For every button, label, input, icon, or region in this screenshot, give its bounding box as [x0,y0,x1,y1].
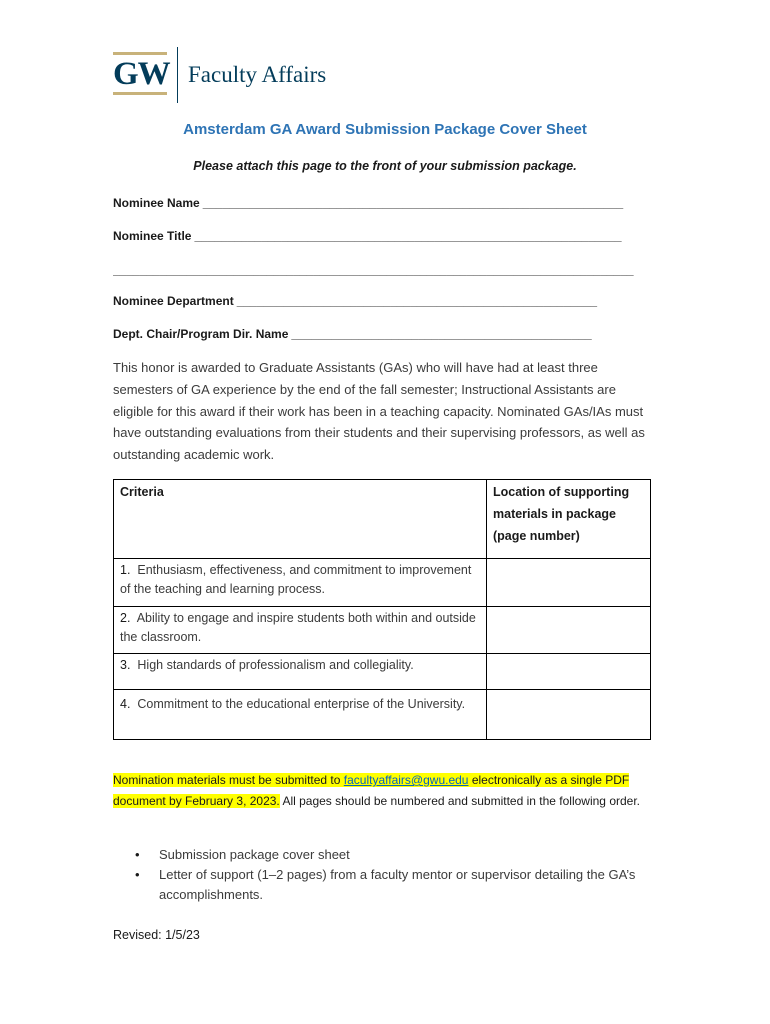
submission-text-part2: electronically as a single PDF document by February 3, 2023. [113,773,630,808]
logo-bottom-bar [113,92,167,95]
dept-chair-field[interactable] [113,326,653,342]
nominee-title-continuation-line[interactable] [113,262,653,278]
criteria-number: 4. [120,697,131,711]
criteria-header-row [114,480,651,559]
location-cell[interactable] [487,690,651,740]
gw-faculty-affairs-logo [113,48,326,102]
criteria-cell [114,654,487,690]
award-description: This honor is awarded to Graduate Assistants (GAs) who will have had at least three semesters of GA experience by the end of the fall semester; Instructional Assistants are eligible for this award if their work has been in a teaching capacity. Nominated GAs/IAs must have outstanding evaluations from their students and their supervising professors, as well as outstanding academic work. [113,360,645,463]
criteria-number: 3. [120,658,131,672]
location-cell[interactable] [487,607,651,654]
location-cell[interactable] [487,654,651,690]
revised-date: Revised: 1/5/23 [113,928,200,942]
nominee-department-field[interactable] [113,293,653,309]
criteria-text: Ability to engage and inspire students both within and outside the classroom. [120,611,476,644]
table-row [114,559,651,607]
nominee-name-line[interactable]: _______________________________________________________________ [202,196,624,210]
criteria-number: 2. [120,611,131,625]
dept-chair-label: Dept. Chair/Program Dir. Name [113,327,289,341]
location-cell[interactable] [487,559,651,607]
dept-chair-line[interactable]: _____________________________________________ [291,327,592,341]
nominee-title-line[interactable]: ________________________________________________________________ [194,229,622,243]
nominee-name-field[interactable] [113,195,653,211]
criteria-header-cell [114,480,487,559]
criteria-text: Commitment to the educational enterprise of the University. [137,697,466,711]
location-header: Location of supporting materials in package (page number) [493,485,630,543]
criteria-number: 1. [120,563,131,577]
faculty-affairs-email-link[interactable]: facultyaffairs@gwu.edu [343,773,469,787]
nominee-title-label: Nominee Title [113,229,192,243]
bullet-icon: • [135,847,140,862]
list-item-text: Letter of support (1–2 pages) from a faculty mentor or supervisor detailing the GA’s accomplishments. [159,867,636,902]
submission-instructions [113,770,658,812]
nominee-department-label: Nominee Department [113,294,234,308]
list-item [113,865,658,905]
criteria-cell [114,607,487,654]
logo-top-bar [113,52,167,55]
list-item-text: Submission package cover sheet [159,847,350,862]
criteria-cell [114,690,487,740]
nominee-title-field[interactable] [113,228,653,244]
list-item [113,845,658,865]
nominee-department-line[interactable]: ______________________________________________________ [236,294,598,308]
blank-line[interactable]: ______________________________________________________________________________ [113,263,634,277]
criteria-cell [114,559,487,607]
table-row [114,690,651,740]
logo-text: Faculty Affairs [188,62,327,87]
criteria-text: High standards of professionalism and collegiality. [137,658,414,672]
logo-divider [177,47,178,103]
document-subtitle: Please attach this page to the front of your submission package. [193,159,577,173]
submission-text-part3: All pages should be numbered and submitted in the following order. [282,794,640,808]
table-row [114,654,651,690]
submission-text-part1: Nomination materials must be submitted to [113,773,341,787]
document-title: Amsterdam GA Award Submission Package Cover Sheet [183,121,587,138]
table-row [114,607,651,654]
criteria-text: Enthusiasm, effectiveness, and commitment to improvement of the teaching and learning process. [120,563,472,596]
nominee-name-label: Nominee Name [113,196,200,210]
location-header-cell [487,480,651,559]
bullet-icon: • [135,867,140,882]
gw-logo-mark [113,48,170,102]
requirements-list [113,845,658,905]
logo-letters: GW [113,56,170,92]
criteria-table [113,479,651,740]
criteria-header: Criteria [120,485,164,499]
